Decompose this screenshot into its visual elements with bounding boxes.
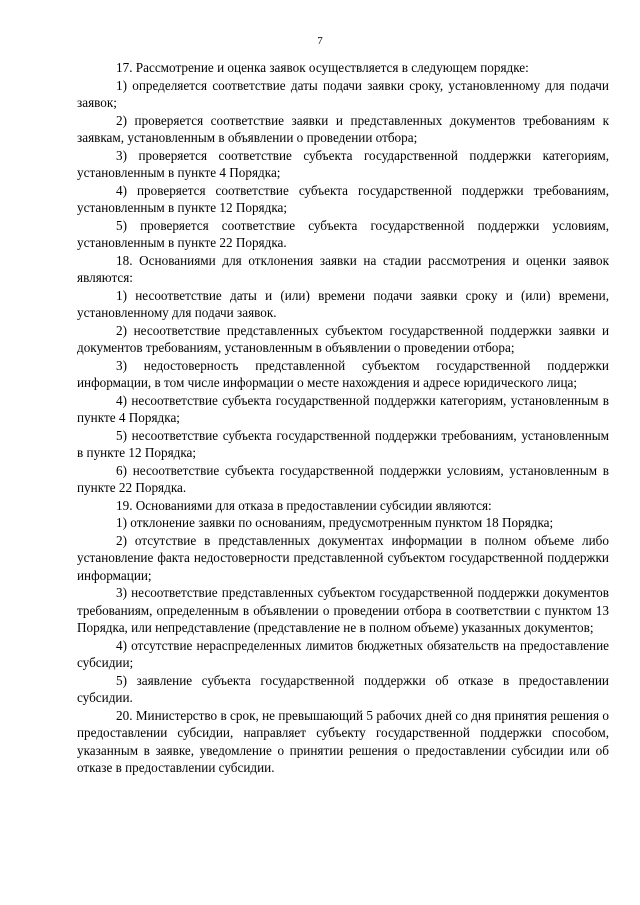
list-item: 3) проверяется соответствие субъекта государственной поддержки категориям, установленным в пункте 4 Порядка; bbox=[77, 147, 609, 180]
list-item: 2) отсутствие в представленных документах информации в полном объеме либо установление факта недостоверности представленной субъектом государственной поддержки информации; bbox=[77, 532, 609, 583]
list-item: 1) определяется соответствие даты подачи заявки сроку, установленному для подачи заявок; bbox=[77, 77, 609, 110]
page-number: 7 bbox=[317, 35, 323, 47]
list-item: 6) несоответствие субъекта государственной поддержки условиям, установленным в пункте 22 Порядка. bbox=[77, 462, 609, 495]
paragraph-19-heading: 19. Основаниями для отказа в предоставлении субсидии являются: bbox=[116, 497, 492, 513]
list-item: 2) несоответствие представленных субъектом государственной поддержки заявки и документов требованиям, установленным в объявлении о проведении отбора; bbox=[77, 322, 609, 355]
paragraph-18-heading: 18. Основаниями для отклонения заявки на стадии рассмотрения и оценки заявок являются: bbox=[77, 252, 609, 285]
paragraph-20: 20. Министерство в срок, не превышающий 5 рабочих дней со дня принятия решения о предоставлении субсидии, направляет субъекту государственной поддержки способом, указанным в заявке, уведомление о принятии решения о предоставлении субсидии или об отказе в предоставлении субсидии. bbox=[77, 707, 609, 775]
list-item: 3) несоответствие представленных субъектом государственной поддержки документов требованиям, определенным в объявлении о проведении отбора в соответствии с пунктом 13 Порядка, или непредставление (представление не в полном объеме) указанных документов; bbox=[77, 585, 609, 635]
list-item: 1) несоответствие даты и (или) времени подачи заявки сроку и (или) времени, установленному для подачи заявок. bbox=[77, 287, 609, 320]
list-item: 5) проверяется соответствие субъекта государственной поддержки условиям, установленным в пункте 22 Порядка. bbox=[77, 217, 609, 250]
list-item: 4) проверяется соответствие субъекта государственной поддержки требованиям, установленным в пункте 12 Порядка; bbox=[77, 182, 609, 215]
document-body bbox=[77, 59, 609, 777]
list-item: 2) проверяется соответствие заявки и представленных документов требованиям к заявкам, установленным в объявлении о проведении отбора; bbox=[77, 112, 609, 145]
list-item: 1) отклонение заявки по основаниям, предусмотренным пунктом 18 Порядка; bbox=[116, 515, 554, 530]
paragraph-17-heading: 17. Рассмотрение и оценка заявок осуществляется в следующем порядке: bbox=[116, 60, 529, 75]
list-item: 3) недостоверность представленной субъектом государственной поддержки информации, в том числе информации о месте нахождения и адресе юридического лица; bbox=[77, 357, 609, 390]
list-item: 5) заявление субъекта государственной поддержки об отказе в предоставлении субсидии. bbox=[77, 672, 609, 705]
list-item: 4) отсутствие нераспределенных лимитов бюджетных обязательств на предоставление субсидии; bbox=[77, 637, 609, 670]
list-item: 4) несоответствие субъекта государственной поддержки категориям, установленным в пункте 4 Порядка; bbox=[77, 392, 609, 425]
list-item: 5) несоответствие субъекта государственной поддержки требованиям, установленным в пункте 12 Порядка; bbox=[77, 427, 609, 460]
